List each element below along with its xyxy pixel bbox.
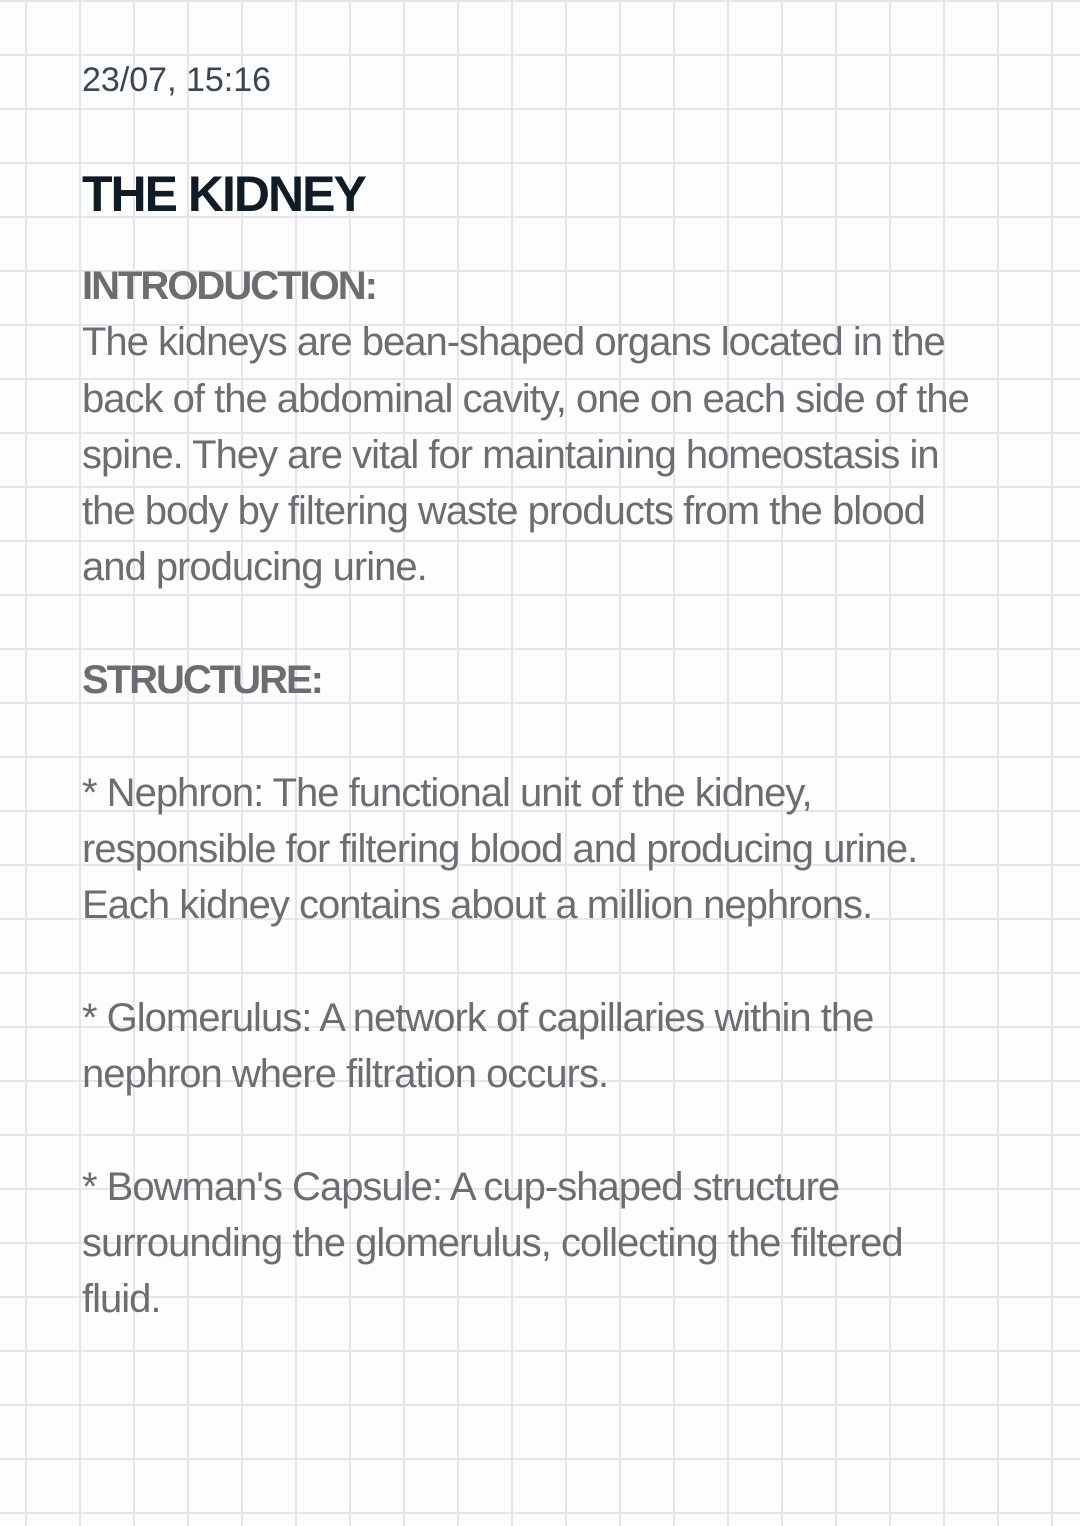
introduction-paragraph: The kidneys are bean-shaped organs located in the back of the abdominal cavity, one on each side of the spine. They are vital for maintaining homeostasis in the body by filtering waste products from the blood and producing urine. — [82, 320, 969, 590]
spacer — [82, 934, 972, 990]
spacer — [82, 708, 972, 764]
spacer — [82, 596, 972, 652]
spacer — [82, 1102, 972, 1158]
note-timestamp: 23/07, 15:16 — [82, 61, 272, 99]
note-body — [82, 258, 972, 1328]
structure-item-glomerulus: * Glomerulus: A network of capillaries within the nephron where filtration occurs. — [82, 995, 874, 1097]
note-title: THE KIDNEY — [82, 166, 365, 222]
structure-item-nephron: * Nephron: The functional unit of the kidney, responsible for filtering blood and producing urine. Each kidney contains about a million nephrons. — [82, 770, 918, 928]
introduction-heading: INTRODUCTION: — [82, 264, 376, 308]
structure-heading: STRUCTURE: — [82, 658, 322, 703]
structure-item-bowmans-capsule: * Bowman's Capsule: A cup-shaped structure surrounding the glomerulus, collecting the filtered fluid. — [82, 1164, 903, 1322]
